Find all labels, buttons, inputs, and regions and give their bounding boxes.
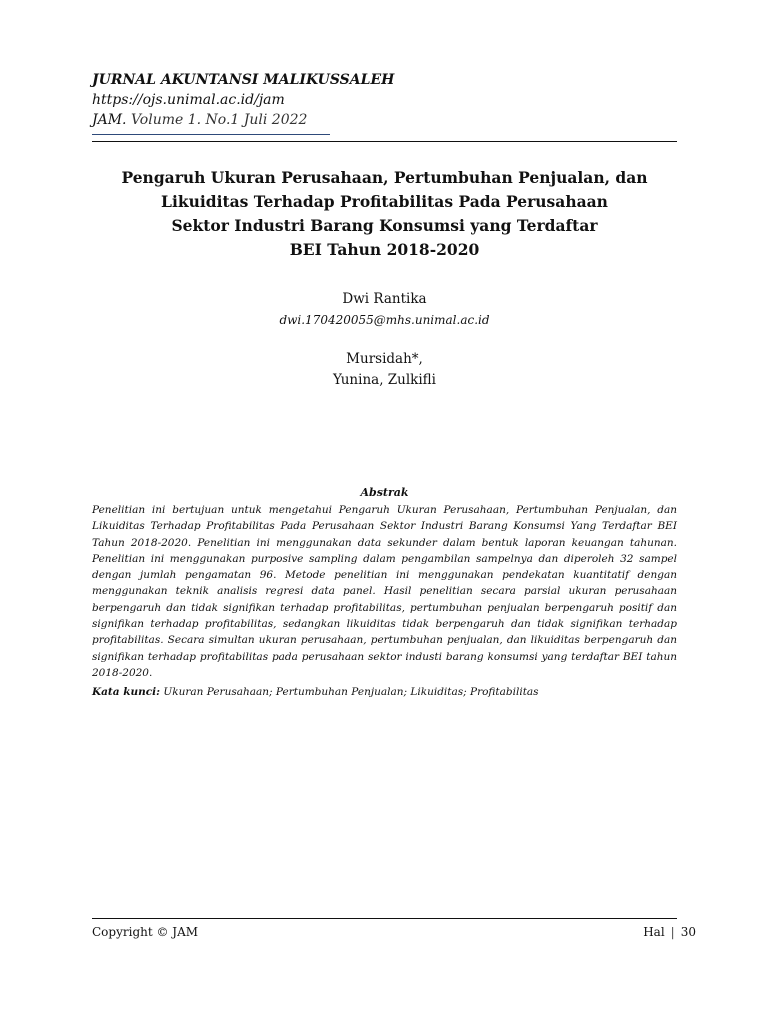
keywords-text: Ukuran Perusahaan; Pertumbuhan Penjualan; Likuiditas; Profitabilitas	[163, 686, 539, 698]
page-indicator	[643, 925, 696, 939]
volume-prefix: JAM.	[92, 112, 127, 128]
co-authors	[92, 349, 677, 391]
journal-volume	[92, 110, 394, 130]
volume-info: Volume 1. No.1 Juli 2022	[130, 112, 308, 128]
journal-name: JURNAL AKUNTANSI MALIKUSSALEH	[92, 72, 395, 88]
abstract-heading: Abstrak	[360, 486, 409, 499]
header-rule	[92, 141, 677, 142]
paper-title	[92, 166, 677, 262]
keywords	[92, 684, 677, 700]
first-author-name: Dwi Rantika	[342, 291, 427, 307]
copyright: Copyright © JAM	[92, 925, 199, 939]
title-line-1: Pengaruh Ukuran Perusahaan, Pertumbuhan Penjualan, dan	[121, 168, 648, 187]
header-accent-rule	[92, 134, 330, 135]
title-line-2: Likuiditas Terhadap Profitabilitas Pada Perusahaan	[161, 192, 608, 211]
footer-rule	[92, 918, 677, 919]
co-author-line-2: Yunina, Zulkifli	[333, 372, 436, 388]
co-author-line-1: Mursidah*,	[346, 351, 423, 367]
page-separator: |	[670, 925, 675, 939]
first-author	[92, 289, 677, 331]
page-label: Hal	[643, 925, 665, 939]
abstract-body: Penelitian ini bertujuan untuk mengetahui Pengaruh Ukuran Perusahaan, Pertumbuhan Penjualan, dan Likuiditas Terhadap Profitabilitas Pada Perusahaan Sektor Industri Barang Konsumsi Yang Terdaftar BEI Tahun 2018-2020. Penelitian ini menggunakan data sekunder dalam bentuk laporan keuangan tahunan. Penelitian ini menggunakan purposive sampling dalam pengambilan sampelnya dan diperoleh 32 sampel dengan jumlah pengamatan 96. Metode penelitian ini menggunakan pendekatan kuantitatif dengan menggunakan teknik analisis regresi data panel. Hasil penelitian secara parsial ukuran perusahaan berpengaruh dan tidak signifikan terhadap profitabilitas, pertumbuhan penjualan berpengaruh positif dan signifikan terhadap profitabilitas, sedangkan likuiditas tidak berpengaruh dan tidak signifikan terhadap profitabilitas. Secara simultan ukuran perusahaan, pertumbuhan penjualan, dan likuiditas berpengaruh dan signifikan terhadap profitabilitas pada perusahaan sektor industi barang konsumsi yang terdaftar BEI tahun 2018-2020.	[92, 504, 677, 679]
page-number: 30	[680, 925, 696, 939]
keywords-label: Kata kunci:	[92, 686, 161, 698]
first-author-email[interactable]: dwi.170420055@mhs.unimal.ac.id	[279, 313, 490, 327]
journal-header	[92, 70, 394, 130]
title-line-3: Sektor Industri Barang Konsumsi yang Terdaftar	[171, 216, 598, 235]
title-line-4: BEI Tahun 2018-2020	[289, 240, 480, 259]
journal-url: https://ojs.unimal.ac.id/jam	[92, 92, 285, 108]
